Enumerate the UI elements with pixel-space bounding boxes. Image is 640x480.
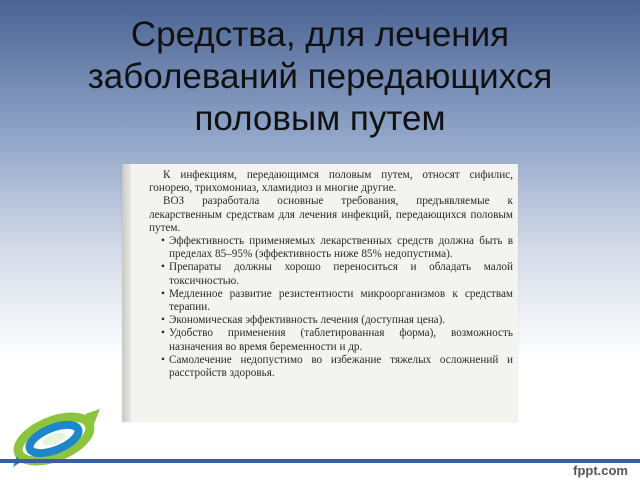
requirement-item: [161, 235, 513, 261]
bullet-marker: •: [161, 287, 165, 300]
bullet-marker: •: [161, 235, 165, 248]
brand-watermark: fppt.com: [573, 463, 628, 478]
requirement-text: Медленное развитие резистентности микроорганизмов к средствам терапии.: [169, 287, 513, 314]
requirement-item: [161, 314, 513, 327]
requirement-text: Экономическая эффективность лечения (доступная цена).: [169, 314, 446, 327]
requirement-text: Удобство применения (таблетированная форма), возможность назначения во время беременности и др.: [169, 327, 513, 353]
scan-paragraph-2: ВОЗ разработала основные требования, предъявляемые к лекарственным средствам для лечения инфекций, передающихся половым путем.: [149, 195, 513, 234]
bullet-marker: •: [161, 327, 165, 340]
scanned-text-image: [122, 164, 518, 422]
requirement-item: [161, 287, 513, 314]
requirement-item: [161, 261, 513, 287]
bullet-marker: •: [161, 261, 165, 274]
requirement-item: [161, 353, 513, 380]
requirement-text: Самолечение недопустимо во избежание тяжелых осложнений и расстройств здоровья.: [169, 353, 513, 380]
scan-page-edge: [122, 164, 131, 422]
scan-text-block: [149, 169, 513, 380]
requirements-list: [149, 235, 513, 380]
title-line-2: заболеваний передающихся: [87, 57, 553, 96]
requirement-item: [161, 327, 513, 353]
slide-title: [0, 14, 640, 140]
title-line-1: Средства, для лечения: [130, 15, 510, 54]
requirement-text: Эффективность применяемых лекарственных средств должна быть в пределах 85–95% (эффективность ниже 85% недопустима).: [169, 235, 513, 261]
bullet-marker: •: [161, 353, 165, 366]
scan-paragraph-1: К инфекциям, передающимся половым путем, относят сифилис, гонорею, трихомониаз, хламидиоз и многие другие.: [149, 169, 513, 195]
requirement-text: Препараты должны хорошо переноситься и обладать малой токсичностью.: [169, 261, 513, 287]
title-line-3: половым путем: [194, 99, 446, 138]
bullet-marker: •: [161, 314, 165, 327]
footer-rule: [0, 459, 640, 463]
